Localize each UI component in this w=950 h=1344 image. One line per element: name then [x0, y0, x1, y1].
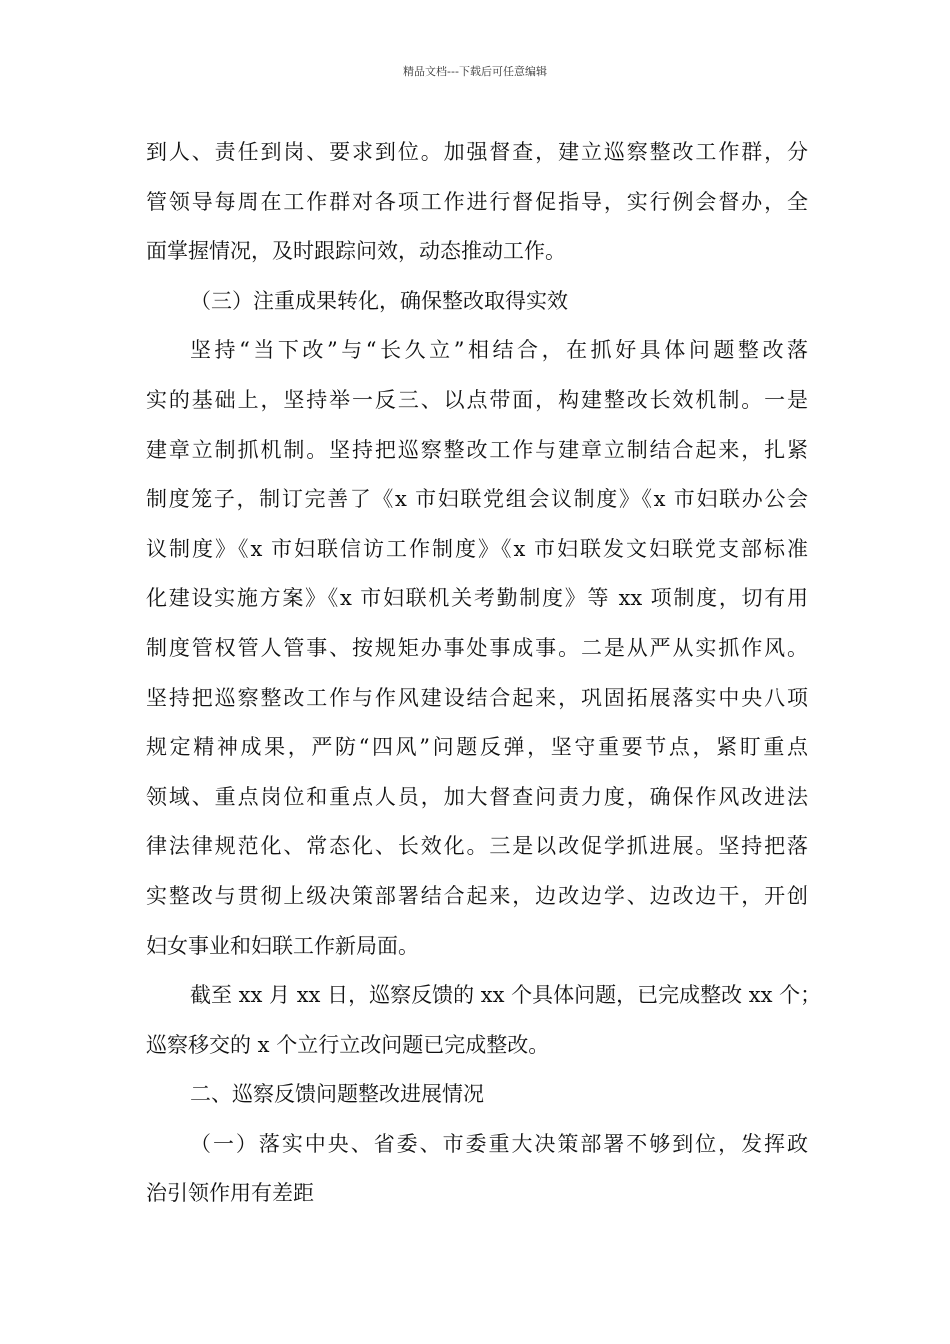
text-line: 截至 xx 月 xx 日，巡察反馈的 xx 个具体问题，已完成整改 xx 个；	[190, 983, 822, 1008]
text-line: 治引领作用有差距	[146, 1181, 314, 1206]
text-line: 律法律规范化、常态化、长效化。三是以改促学抓进展。坚持把落	[146, 834, 808, 859]
text-line: 规定精神成果，严防“四风”问题反弹，坚守重要节点，紧盯重点	[146, 735, 808, 760]
text-line: 建章立制抓机制。坚持把巡察整改工作与建章立制结合起来，扎紧	[146, 437, 808, 462]
text-line: 到人、责任到岗、要求到位。加强督查，建立巡察整改工作群，分	[146, 140, 808, 164]
text-line: 制度管权管人管事、按规矩办事处事成事。二是从严从实抓作风。	[146, 635, 808, 660]
text-line: 管领导每周在工作群对各项工作进行督促指导，实行例会督办，全	[146, 189, 808, 214]
text-line: （一）落实中央、省委、市委重大决策部署不够到位，发挥政	[190, 1131, 808, 1156]
text-line: 面掌握情况，及时跟踪问效，动态推动工作。	[146, 239, 566, 264]
text-line: 议制度》《x 市妇联信访工作制度》《x 市妇联发文妇联党支部标准	[146, 536, 808, 561]
text-line: 领域、重点岗位和重点人员，加大督查问责力度，确保作风改进法	[146, 784, 808, 809]
text-line: 实整改与贯彻上级决策部署结合起来，边改边学、边改边干，开创	[146, 883, 808, 908]
text-line: 化建设实施方案》《x 市妇联机关考勤制度》等 xx 项制度，切有用	[146, 586, 808, 611]
text-line: 坚持把巡察整改工作与作风建设结合起来，巩固拓展落实中央八项	[146, 685, 808, 710]
text-line: 巡察移交的 x 个立行立改问题已完成整改。	[146, 1032, 550, 1057]
text-line: 坚持“当下改”与“长久立”相结合，在抓好具体问题整改落	[190, 338, 808, 363]
document-body	[146, 128, 822, 1219]
text-line: （三）注重成果转化，确保整改取得实效	[190, 288, 568, 313]
text-line: 妇女事业和妇联工作新局面。	[146, 933, 419, 958]
page-header: 精品文档---下载后可任意编辑	[403, 65, 547, 78]
text-line: 实的基础上，坚持举一反三、以点带面，构建整改长效机制。一是	[146, 387, 808, 412]
text-line: 二、巡察反馈问题整改进展情况	[190, 1082, 484, 1107]
text-line: 制度笼子，制订完善了《x 市妇联党组会议制度》《x 市妇联办公会	[146, 487, 808, 512]
